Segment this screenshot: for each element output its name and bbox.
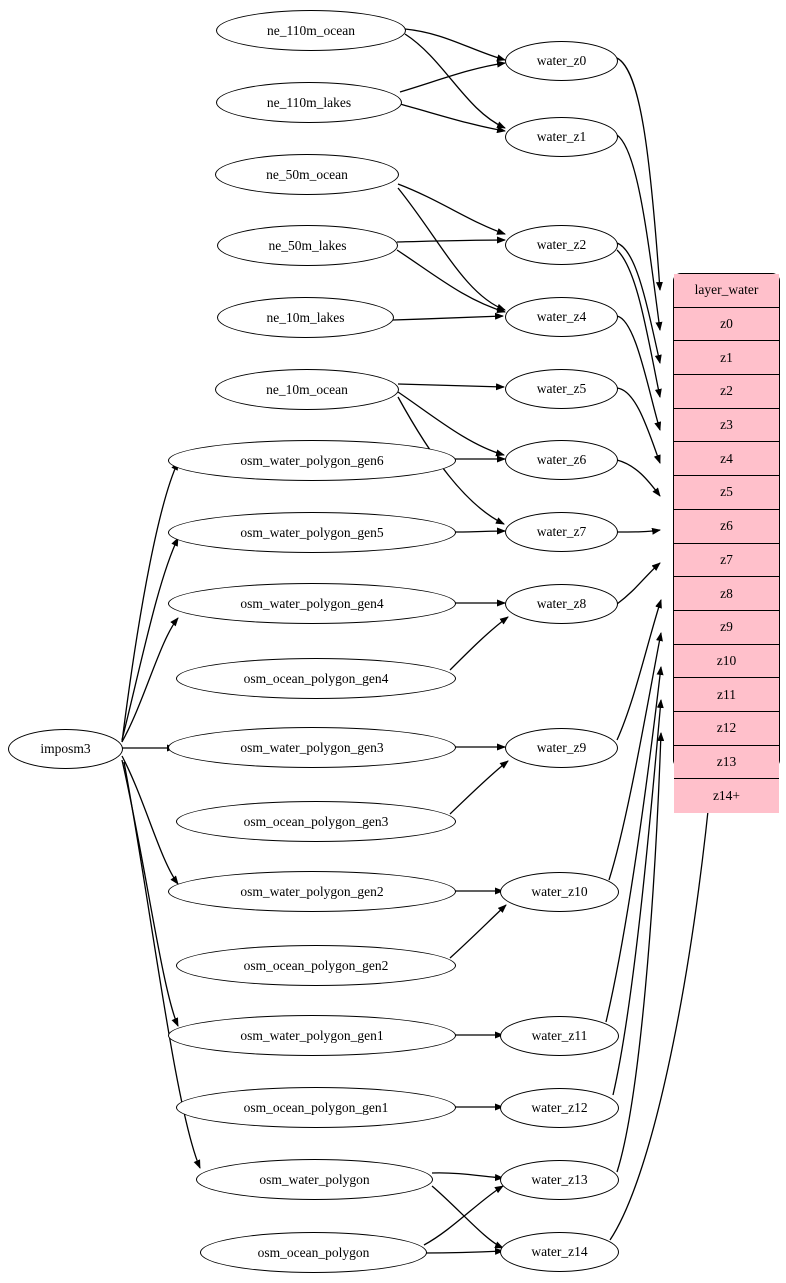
node-label: ne_10m_ocean	[266, 381, 348, 397]
node-water_z9[interactable]	[505, 728, 618, 768]
node-label: ne_110m_ocean	[267, 22, 355, 38]
node-label: water_z7	[536, 524, 587, 540]
node-label: osm_water_polygon_gen6	[240, 452, 384, 468]
node-osm_water_polygon_gen3[interactable]	[168, 727, 456, 768]
node-label: osm_water_polygon_gen1	[240, 1027, 384, 1043]
node-label: water_z5	[536, 381, 587, 397]
row-label: z6	[720, 518, 733, 534]
node-label: osm_ocean_polygon	[257, 1244, 370, 1260]
node-ne_50m_lakes[interactable]	[217, 225, 398, 266]
node-label: water_z0	[536, 53, 587, 69]
layer-water-row-z3[interactable]	[674, 409, 779, 443]
row-label: z14+	[712, 788, 741, 804]
node-ne_10m_lakes[interactable]	[217, 297, 394, 338]
node-water_z11[interactable]	[500, 1016, 619, 1056]
node-water_z5[interactable]	[505, 369, 618, 409]
node-osm_water_polygon_gen2[interactable]	[168, 871, 456, 912]
layer-water-row-z5[interactable]	[674, 476, 779, 510]
layer-water-header-label: layer_water	[694, 282, 759, 298]
row-label: z2	[720, 383, 733, 399]
node-label: osm_water_polygon_gen2	[240, 883, 384, 899]
layer-water-row-z11[interactable]	[674, 678, 779, 712]
node-imposm3[interactable]	[8, 729, 123, 769]
node-osm_water_polygon_gen6[interactable]	[168, 440, 456, 481]
node-label: ne_50m_ocean	[266, 166, 348, 182]
node-label: water_z13	[531, 1172, 588, 1188]
node-label: osm_water_polygon	[259, 1171, 370, 1187]
layer-water-row-z7[interactable]	[674, 544, 779, 578]
node-ne_50m_ocean[interactable]	[215, 154, 399, 195]
layer-water-row-z6[interactable]	[674, 510, 779, 544]
node-label: water_z4	[536, 309, 587, 325]
layer-water-row-z4[interactable]	[674, 442, 779, 476]
row-label: z5	[720, 484, 733, 500]
layer-water-row-z9[interactable]	[674, 611, 779, 645]
node-osm_ocean_polygon_gen3[interactable]	[176, 801, 456, 842]
row-label: z13	[716, 753, 737, 769]
row-label: z9	[720, 619, 733, 635]
node-label: osm_ocean_polygon_gen2	[243, 957, 389, 973]
layer-water-row-z0[interactable]	[674, 308, 779, 342]
node-label: water_z1	[536, 129, 587, 145]
node-water_z10[interactable]	[500, 872, 619, 912]
node-ne_110m_ocean[interactable]	[216, 10, 406, 51]
node-osm_ocean_polygon_gen4[interactable]	[176, 658, 456, 699]
node-label: water_z9	[536, 740, 587, 756]
node-label: imposm3	[40, 741, 91, 757]
node-label: ne_110m_lakes	[266, 94, 352, 110]
node-water_z13[interactable]	[500, 1160, 619, 1200]
row-label: z1	[720, 349, 733, 365]
node-water_z6[interactable]	[505, 440, 618, 480]
node-water_z2[interactable]	[505, 225, 618, 265]
node-water_z4[interactable]	[505, 297, 618, 337]
node-label: water_z11	[531, 1028, 588, 1044]
node-water_z7[interactable]	[505, 512, 618, 552]
layer-water-row-z2[interactable]	[674, 375, 779, 409]
node-layer_water[interactable]	[673, 273, 780, 804]
node-osm_water_polygon_gen4[interactable]	[168, 583, 456, 624]
node-label: water_z2	[536, 237, 587, 253]
node-label: water_z8	[536, 596, 587, 612]
row-label: z8	[720, 585, 733, 601]
node-water_z1[interactable]	[505, 117, 618, 157]
node-water_z8[interactable]	[505, 584, 618, 624]
node-ne_110m_lakes[interactable]	[216, 82, 402, 123]
node-water_z0[interactable]	[505, 41, 618, 81]
layer-water-row-z8[interactable]	[674, 577, 779, 611]
node-osm_water_polygon_gen1[interactable]	[168, 1015, 456, 1056]
row-label: z12	[716, 720, 737, 736]
node-label: ne_10m_lakes	[266, 309, 345, 325]
node-ne_10m_ocean[interactable]	[215, 369, 399, 410]
layer-water-row-z14plus[interactable]	[674, 779, 779, 813]
layer-water-row-z12[interactable]	[674, 712, 779, 746]
node-label: osm_ocean_polygon_gen3	[243, 813, 389, 829]
node-water_z12[interactable]	[500, 1088, 619, 1128]
node-osm_water_polygon_gen5[interactable]	[168, 512, 456, 553]
node-label: osm_ocean_polygon_gen4	[243, 670, 389, 686]
layer-water-row-z10[interactable]	[674, 645, 779, 679]
node-label: ne_50m_lakes	[268, 237, 347, 253]
node-label: water_z6	[536, 452, 587, 468]
node-label: osm_water_polygon_gen5	[240, 524, 384, 540]
row-label: z4	[720, 450, 733, 466]
layer-water-header	[674, 274, 779, 308]
node-label: osm_water_polygon_gen3	[240, 739, 384, 755]
row-label: z0	[720, 316, 733, 332]
row-label: z11	[717, 686, 736, 702]
layer-water-row-z1[interactable]	[674, 341, 779, 375]
node-osm_ocean_polygon_gen1[interactable]	[176, 1087, 456, 1128]
node-label: water_z12	[531, 1100, 588, 1116]
node-osm_ocean_polygon[interactable]	[200, 1232, 427, 1273]
node-osm_ocean_polygon_gen2[interactable]	[176, 945, 456, 986]
row-label: z7	[720, 551, 733, 567]
node-label: osm_ocean_polygon_gen1	[243, 1099, 389, 1115]
node-water_z14[interactable]	[500, 1232, 619, 1272]
layer-water-row-z13[interactable]	[674, 746, 779, 780]
node-label: osm_water_polygon_gen4	[240, 595, 384, 611]
node-label: water_z14	[531, 1244, 588, 1260]
row-label: z3	[720, 417, 733, 433]
row-label: z10	[716, 652, 737, 668]
node-label: water_z10	[531, 884, 588, 900]
node-osm_water_polygon[interactable]	[196, 1159, 433, 1200]
